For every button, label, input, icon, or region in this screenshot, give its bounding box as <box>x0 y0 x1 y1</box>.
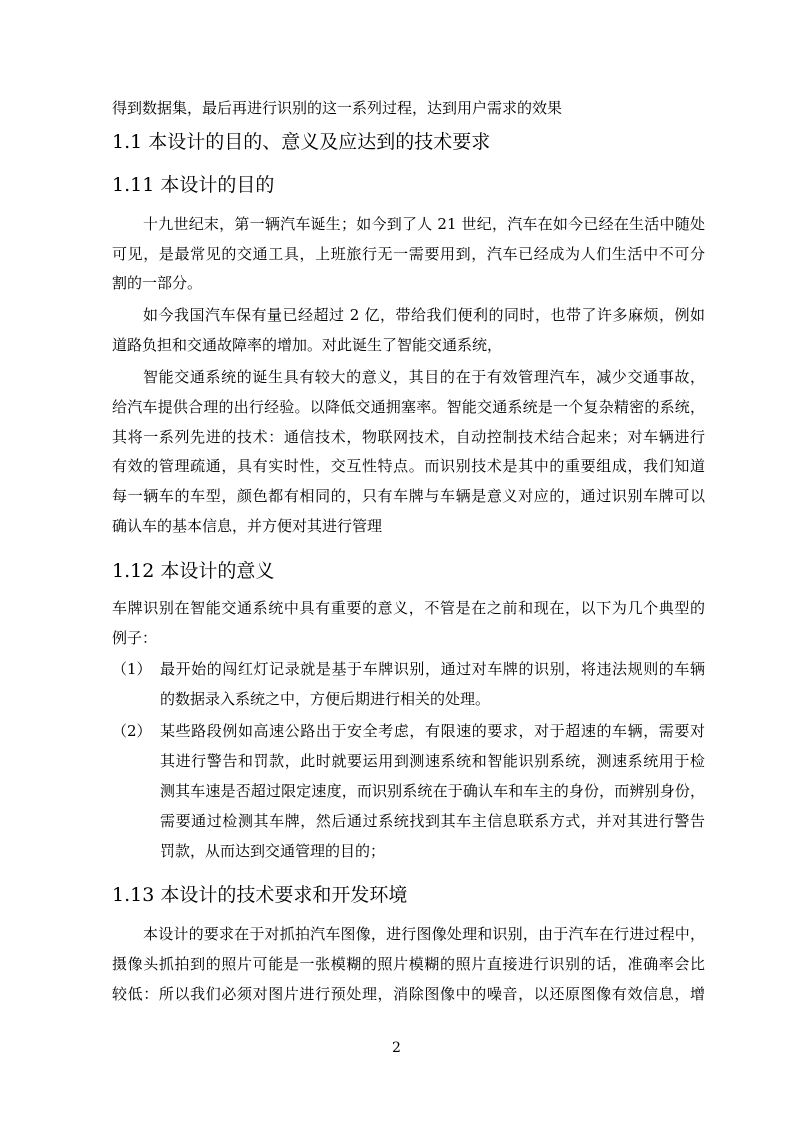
body-text-line: 如今我国汽车保有量已经超过 2 亿，带给我们便利的同时，也带了许多麻烦，例如 <box>143 306 705 324</box>
body-text-line: 十九世纪末，第一辆汽车诞生；如今到了人 21 世纪，汽车在如今已经在生活中随处 <box>143 215 705 233</box>
list-item-line: 测其车速是否超过限定速度，而识别系统在于确认车和车主的身份，而辨别身份， <box>160 782 705 800</box>
body-text-line: 给汽车提供合理的出行经验。以降低交通拥塞率。智能交通系统是一个复杂精密的系统， <box>112 398 705 416</box>
list-item-number: （1） <box>112 660 152 678</box>
list-item-number: （2） <box>112 722 152 740</box>
body-text-line: 摄像头抓拍到的照片可能是一张模糊的照片模糊的照片直接进行识别的话，准确率会比 <box>112 955 705 973</box>
body-text-line: 得到数据集，最后再进行识别的这一系列过程，达到用户需求的效果 <box>112 99 563 117</box>
body-text-line: 例子： <box>112 629 158 647</box>
body-text-line: 本设计的要求在于对抓拍汽车图像，进行图像处理和识别，由于汽车在行进过程中， <box>143 925 705 943</box>
body-text-line: 每一辆车的车型，颜色都有相同的，只有车牌与车辆是意义对应的，通过识别车牌可以 <box>112 487 705 505</box>
list-item-line: 某些路段例如高速公路出于安全考虑，有限速的要求，对于超速的车辆，需要对 <box>160 722 705 740</box>
body-text-line: 确认车的基本信息，并方便对其进行管理 <box>112 517 383 535</box>
body-text-line: 智能交通系统的诞生具有较大的意义，其目的在于有效管理汽车，减少交通事故， <box>143 368 705 386</box>
body-text-line: 割的一部分。 <box>112 274 203 292</box>
subsection-heading: 1.12 本设计的意义 <box>112 560 275 582</box>
list-item-line: 需要通过检测其车牌，然后通过系统找到其车主信息联系方式，并对其进行警告 <box>160 812 705 830</box>
body-text-line: 较低：所以我们必须对图片进行预处理，消除图像中的噪音，以还原图像有效信息，增 <box>112 985 705 1003</box>
body-text-line: 有效的管理疏通，具有实时性，交互性特点。而识别技术是其中的重要组成，我们知道 <box>112 457 705 475</box>
section-heading: 1.1 本设计的目的、意义及应达到的技术要求 <box>112 131 491 153</box>
body-text-line: 其将一系列先进的技术：通信技术，物联网技术，自动控制技术结合起来；对车辆进行 <box>112 428 705 446</box>
body-text-line: 道路负担和交通故障率的增加。对此诞生了智能交通系统， <box>112 336 503 354</box>
subsection-heading: 1.11 本设计的目的 <box>112 174 275 196</box>
page-number: 2 <box>392 1040 401 1056</box>
subsection-heading: 1.13 本设计的技术要求和开发环境 <box>112 884 408 906</box>
body-text-line: 可见，是最常见的交通工具，上班旅行无一需要用到，汽车已经成为人们生活中不可分 <box>112 245 705 263</box>
list-item-line: 的数据录入系统之中，方便后期进行相关的处理。 <box>160 690 491 708</box>
list-item-line: 罚款，从而达到交通管理的目的； <box>160 842 386 860</box>
list-item-line: 最开始的闯红灯记录就是基于车牌识别，通过对车牌的识别，将违法规则的车辆 <box>160 660 705 678</box>
list-item-line: 其进行警告和罚款，此时就要运用到测速系统和智能识别系统，测速系统用于检 <box>160 752 705 770</box>
body-text-line: 车牌识别在智能交通系统中具有重要的意义，不管是在之前和现在，以下为几个典型的 <box>112 599 705 617</box>
